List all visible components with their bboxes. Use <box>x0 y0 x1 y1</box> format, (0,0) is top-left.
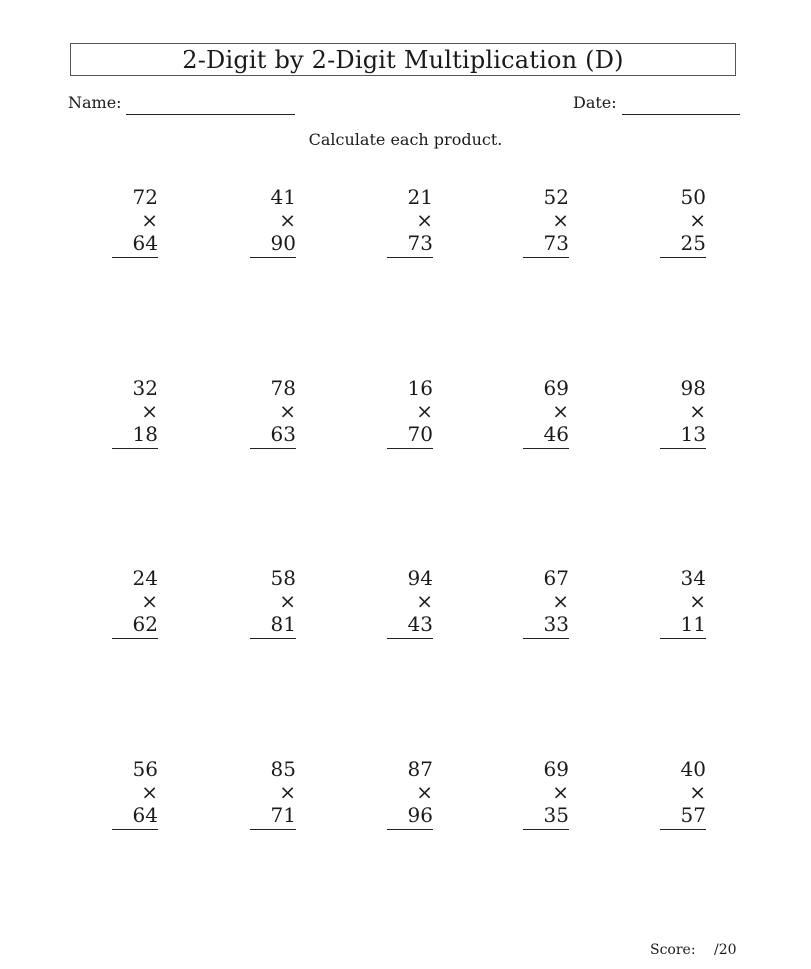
times-operator: × <box>279 399 296 423</box>
multiplier-value: 18 <box>132 422 158 446</box>
multiplier <box>523 590 569 636</box>
answer-rule <box>387 829 433 830</box>
multiplier-value: 62 <box>132 612 158 636</box>
date-label: Date: <box>573 93 617 112</box>
multiplier <box>660 781 706 827</box>
answer-rule <box>387 257 433 258</box>
times-operator: × <box>552 589 569 613</box>
problem-19 <box>523 758 569 830</box>
problem-1 <box>112 186 158 258</box>
multiplicand: 67 <box>543 566 569 590</box>
multiplicand: 87 <box>407 757 433 781</box>
problem-11 <box>112 567 158 639</box>
multiplier <box>523 209 569 255</box>
problem-7 <box>250 377 296 449</box>
problem-10 <box>660 377 706 449</box>
problem-4 <box>523 186 569 258</box>
multiplier <box>387 209 433 255</box>
answer-rule <box>387 448 433 449</box>
multiplier-value: 25 <box>680 231 706 255</box>
times-operator: × <box>141 589 158 613</box>
answer-rule <box>112 448 158 449</box>
multiplier-value: 90 <box>270 231 296 255</box>
multiplier <box>387 590 433 636</box>
problem-6 <box>112 377 158 449</box>
multiplier-value: 70 <box>407 422 433 446</box>
problem-20 <box>660 758 706 830</box>
answer-rule <box>523 257 569 258</box>
score-label: Score: <box>650 942 696 958</box>
problem-12 <box>250 567 296 639</box>
problem-2 <box>250 186 296 258</box>
answer-rule <box>387 638 433 639</box>
multiplicand: 56 <box>132 757 158 781</box>
multiplicand: 58 <box>270 566 296 590</box>
times-operator: × <box>279 780 296 804</box>
multiplier <box>660 590 706 636</box>
answer-rule <box>523 638 569 639</box>
times-operator: × <box>416 780 433 804</box>
multiplicand: 40 <box>680 757 706 781</box>
multiplier <box>112 400 158 446</box>
multiplier <box>523 781 569 827</box>
problem-18 <box>387 758 433 830</box>
multiplicand: 78 <box>270 376 296 400</box>
multiplier-value: 35 <box>543 803 569 827</box>
times-operator: × <box>141 399 158 423</box>
problem-16 <box>112 758 158 830</box>
answer-rule <box>660 638 706 639</box>
times-operator: × <box>689 399 706 423</box>
answer-rule <box>250 448 296 449</box>
times-operator: × <box>416 399 433 423</box>
problem-14 <box>523 567 569 639</box>
times-operator: × <box>689 208 706 232</box>
multiplicand: 52 <box>543 185 569 209</box>
multiplicand: 98 <box>680 376 706 400</box>
times-operator: × <box>552 780 569 804</box>
multiplier <box>250 590 296 636</box>
multiplier <box>387 781 433 827</box>
multiplier-value: 11 <box>680 612 706 636</box>
answer-rule <box>112 257 158 258</box>
problem-15 <box>660 567 706 639</box>
answer-rule <box>112 638 158 639</box>
times-operator: × <box>141 780 158 804</box>
multiplier-value: 63 <box>270 422 296 446</box>
multiplier <box>660 209 706 255</box>
multiplicand: 16 <box>407 376 433 400</box>
multiplier-value: 71 <box>270 803 296 827</box>
multiplier-value: 81 <box>270 612 296 636</box>
multiplicand: 50 <box>680 185 706 209</box>
times-operator: × <box>552 208 569 232</box>
multiplicand: 24 <box>132 566 158 590</box>
times-operator: × <box>141 208 158 232</box>
multiplicand: 72 <box>132 185 158 209</box>
multiplier-value: 64 <box>132 803 158 827</box>
times-operator: × <box>279 208 296 232</box>
instruction-text: Calculate each product. <box>308 130 503 149</box>
multiplier <box>250 781 296 827</box>
problem-9 <box>523 377 569 449</box>
multiplicand: 69 <box>543 376 569 400</box>
multiplicand: 41 <box>270 185 296 209</box>
multiplier <box>660 400 706 446</box>
answer-rule <box>660 257 706 258</box>
answer-rule <box>660 448 706 449</box>
times-operator: × <box>552 399 569 423</box>
multiplicand: 85 <box>270 757 296 781</box>
multiplier-value: 33 <box>543 612 569 636</box>
problem-17 <box>250 758 296 830</box>
multiplier-value: 13 <box>680 422 706 446</box>
problem-3 <box>387 186 433 258</box>
name-label: Name: <box>68 93 122 112</box>
problem-13 <box>387 567 433 639</box>
multiplier-value: 64 <box>132 231 158 255</box>
multiplicand: 21 <box>407 185 433 209</box>
answer-rule <box>523 448 569 449</box>
times-operator: × <box>279 589 296 613</box>
score-total: /20 <box>714 942 737 958</box>
multiplier-value: 57 <box>680 803 706 827</box>
answer-rule <box>250 257 296 258</box>
multiplier-value: 43 <box>407 612 433 636</box>
answer-rule <box>250 638 296 639</box>
times-operator: × <box>689 589 706 613</box>
multiplier-value: 46 <box>543 422 569 446</box>
answer-rule <box>112 829 158 830</box>
multiplicand: 69 <box>543 757 569 781</box>
multiplicand: 32 <box>132 376 158 400</box>
multiplier-value: 73 <box>407 231 433 255</box>
multiplier-value: 96 <box>407 803 433 827</box>
answer-rule <box>660 829 706 830</box>
problem-5 <box>660 186 706 258</box>
multiplicand: 94 <box>407 566 433 590</box>
times-operator: × <box>416 208 433 232</box>
multiplier <box>523 400 569 446</box>
answer-rule <box>250 829 296 830</box>
problem-8 <box>387 377 433 449</box>
multiplier-value: 73 <box>543 231 569 255</box>
multiplier <box>387 400 433 446</box>
name-line[interactable] <box>126 114 295 115</box>
date-line[interactable] <box>622 114 740 115</box>
multiplier <box>112 590 158 636</box>
multiplier <box>112 209 158 255</box>
answer-rule <box>523 829 569 830</box>
times-operator: × <box>416 589 433 613</box>
worksheet-title: 2-Digit by 2-Digit Multiplication (D) <box>70 43 736 76</box>
multiplier <box>112 781 158 827</box>
times-operator: × <box>689 780 706 804</box>
multiplier <box>250 209 296 255</box>
multiplicand: 34 <box>680 566 706 590</box>
multiplier <box>250 400 296 446</box>
